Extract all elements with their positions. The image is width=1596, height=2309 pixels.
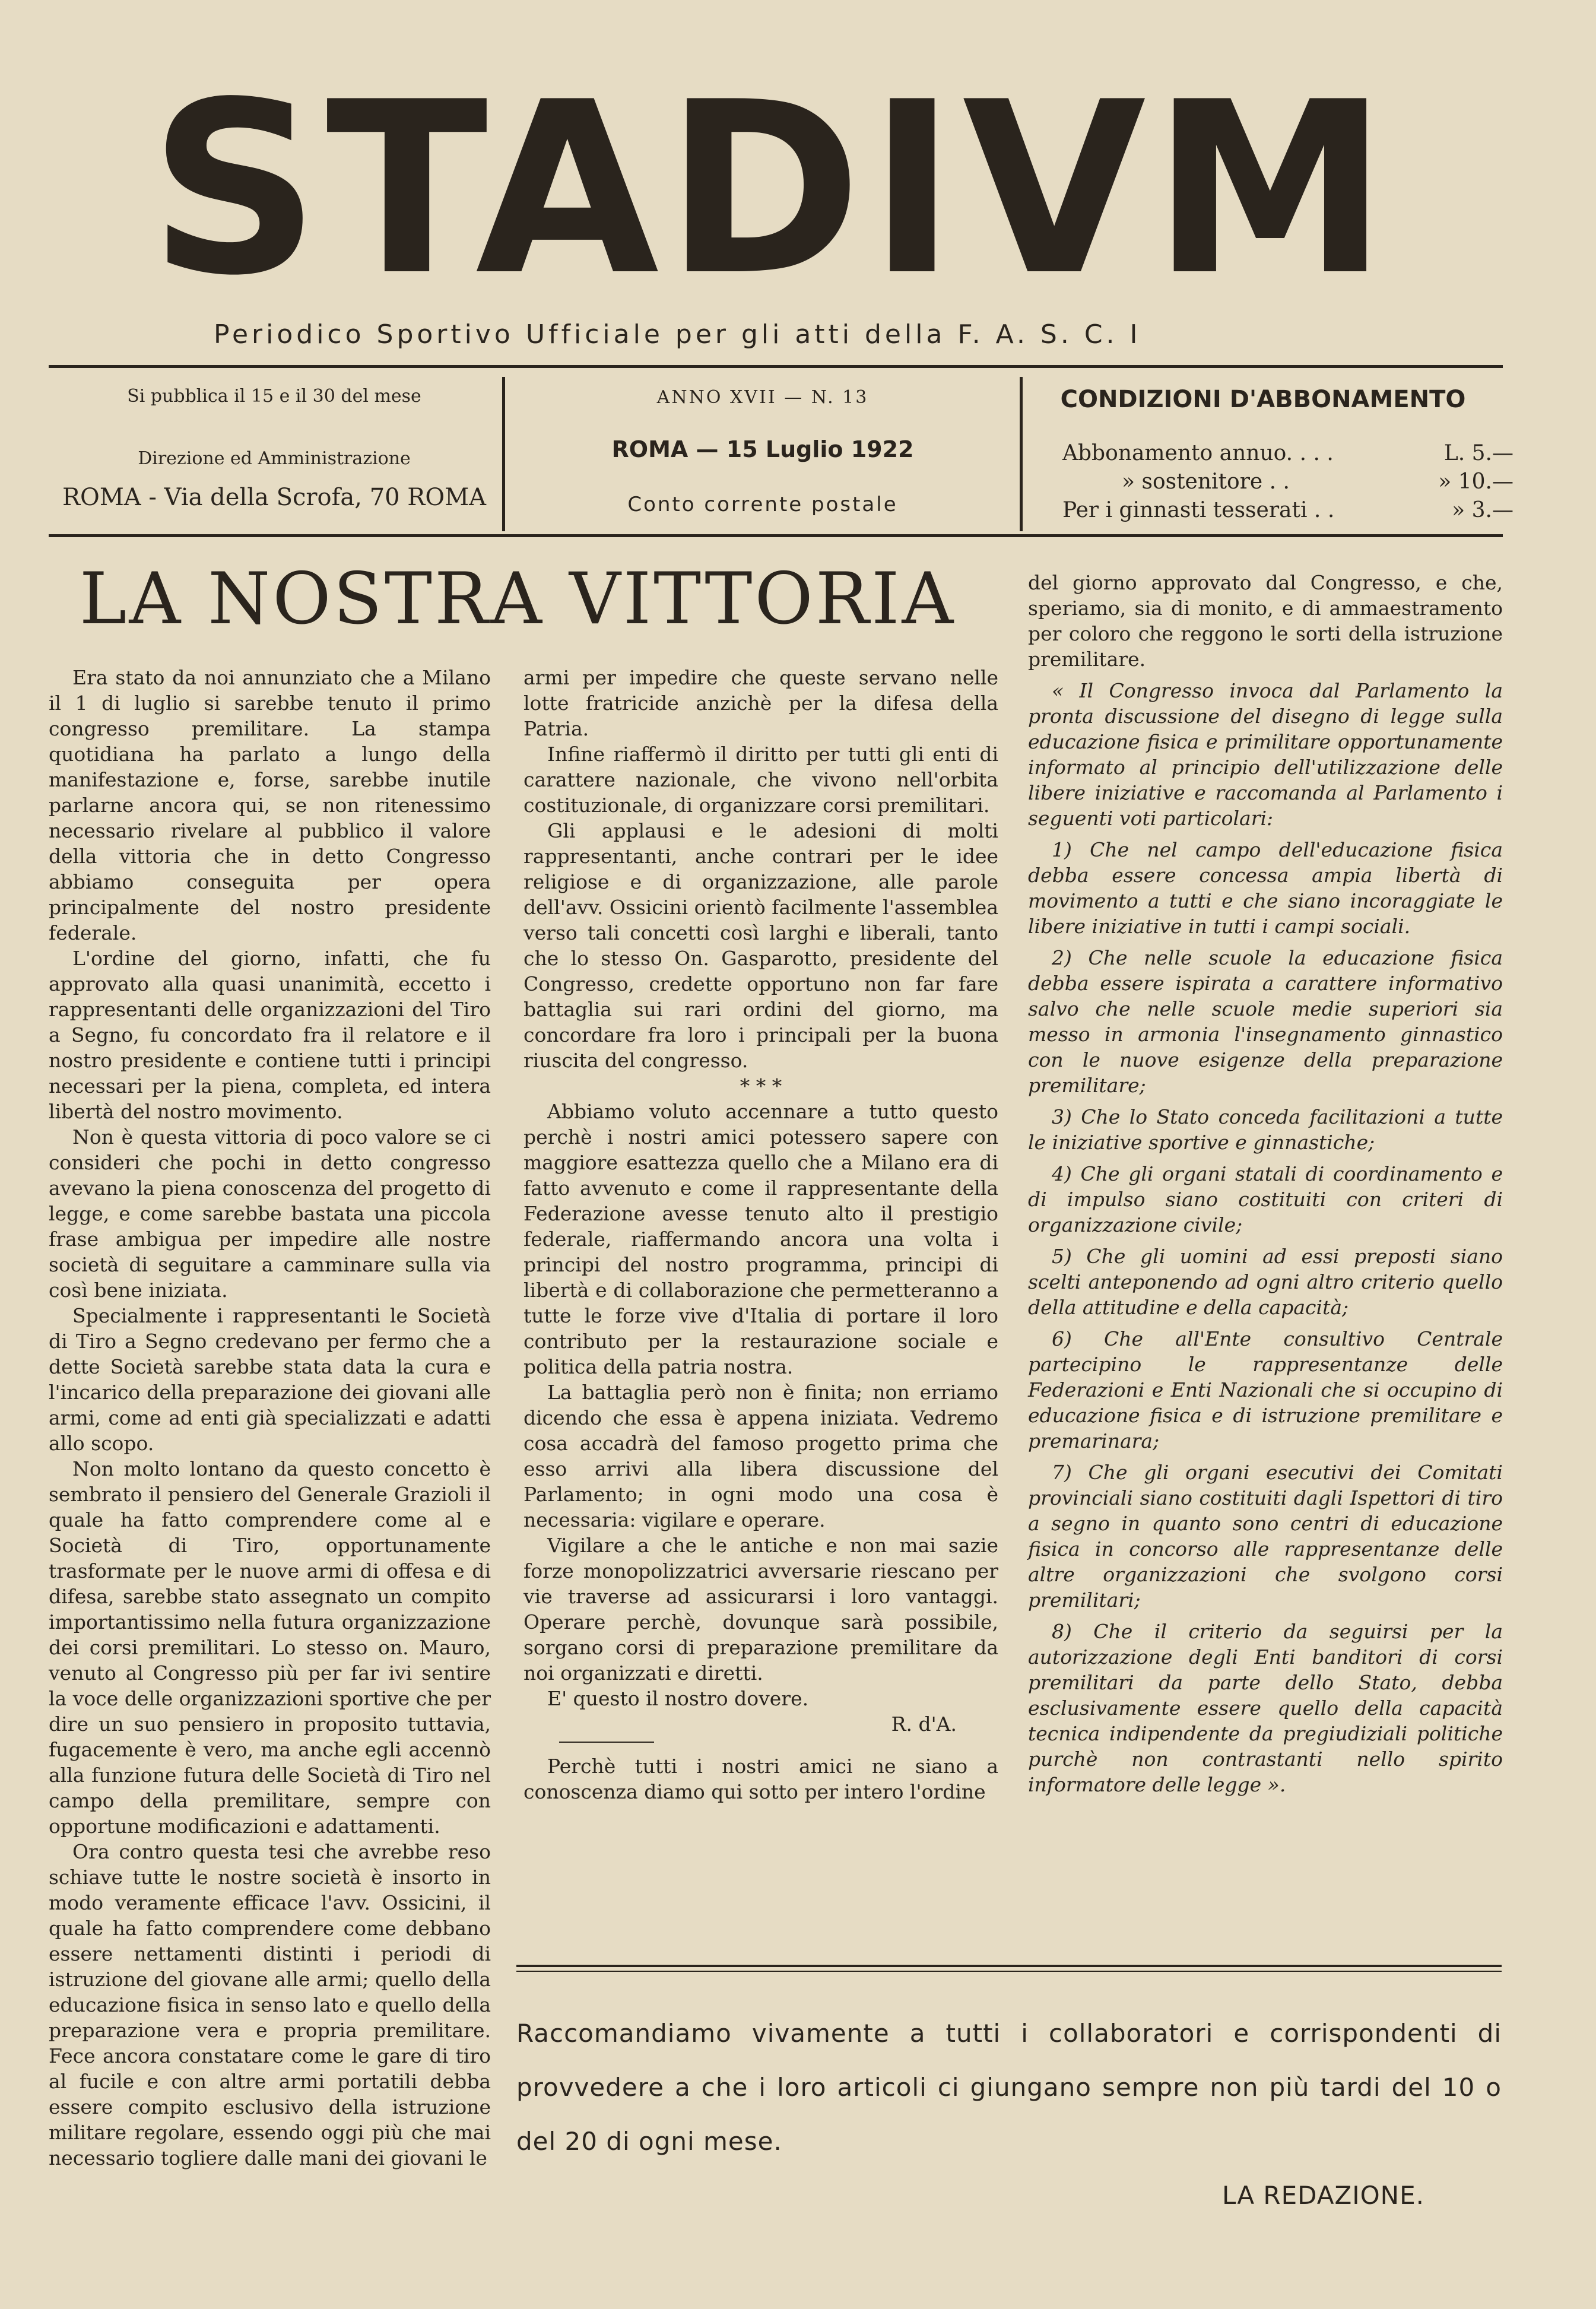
address: ROMA - Via della Scrofa, 70 ROMA: [62, 484, 487, 511]
notice-signature: LA REDAZIONE.: [1221, 2181, 1424, 2210]
paragraph: del giorno approvato dal Congresso, e che, speriamo, sia di monito, e di ammaestramento per coloro che reggono le sorti della istruzione premilitare.: [1028, 571, 1503, 671]
section-separator: * * *: [740, 1074, 782, 1098]
subscription-row: Per i ginnasti tesserati . . » 3.—: [1062, 498, 1513, 522]
postal-account: Conto corrente postale: [627, 493, 898, 516]
resolution-item: 7) Che gli organi esecutivi dei Comitati provinciali siano costituiti dagli Ispettori di tiro a segno in quanto sono centri di educazione fisica in concorso alle rappresentanze delle altre organizzazioni che svolgono corsi premilitari;: [1028, 1461, 1503, 1612]
paragraph: Ora contro questa tesi che avrebbe reso schiave tutte le nostre società è insorto in modo veramente efficace l'avv. Ossicini, il quale ha fatto comprendere come debbano essere nettamenti distinti i periodi di istruzione del giovane alle armi; quello della educazione fisica in senso lato e quello della preparazione vera e propria premilitare. Fece ancora constatare come le gare di tiro al fucile e con altre armi portatili debba essere compito esclusivo della istruzione militare regolare, essendo oggi più che mai necessario togliere dalle mani dei giovani le: [49, 1840, 491, 2170]
paragraph: Non molto lontano da questo concetto è sembrato il pensiero del Generale Grazioli il quale ha fatto comprendere come al e Società di Tiro, opportunamente trasformate per le nuove armi di offesa e di difesa, sarebbe stato assegnato un compito importantissimo nella futura organizzazione dei corsi premilitari. Lo stesso on. Mauro, venuto al Congresso più per far ivi sentire la voce delle organizzazioni sportive che per dire un suo pensiero in proposito tuttavia, fugacemente è vero, ma anche egli accennò alla funzione futura delle Società di Tiro nel campo della premilitare, sempre con opportune modificazioni e adattamenti.: [49, 1457, 491, 1838]
masthead-title: STADIVM: [149, 52, 1394, 328]
paragraph: Era stato da noi annunziato che a Milano il 1 di luglio si sarebbe tenuto il primo congresso premilitare. La stampa quotidiana ha parlato a lungo della manifestazione e, forse, sarebbe inutile parlarne ancora qui, se non ritenessimo necessario rivelare al pubblico il valore della vittoria che in detto Congresso abbiamo conseguita per opera principalmente del nostro presidente federale.: [49, 666, 491, 944]
masthead-subtitle: Periodico Sportivo Ufficiale per gli atti della F. A. S. C. I: [214, 319, 1141, 350]
subscription-row: » sostenitore . . » 10.—: [1122, 470, 1513, 494]
masthead: [149, 52, 1394, 328]
paragraph: La battaglia però non è finita; non erriamo dicendo che essa è appena iniziata. Vedremo cosa accadrà del famoso progetto prima che esso arrivi alla libera discussione del Parlamento; in ogni modo una cosa è necessaria: vigilare e operare.: [523, 1381, 998, 1531]
short-divider: [559, 1742, 654, 1743]
subscription-heading: CONDIZIONI D'ABBONAMENTO: [1060, 386, 1466, 413]
article-column-1: [49, 665, 491, 2171]
resolution-item: 5) Che gli uomini ad essi preposti siano scelti anteponendo ad ogni altro criterio quello della attitudine e della capacità;: [1028, 1245, 1503, 1319]
resolution-item: 2) Che nelle scuole la educazione fisica debba essere ispirata a carattere informativo salvo che nelle scuole medie superiori sia messo in armonia l'insegnamento ginnastico con le nuove esigenze della preparazione premilitare;: [1028, 946, 1503, 1097]
issue-date: ROMA — 15 Luglio 1922: [611, 436, 914, 462]
paragraph: Non è questa vittoria di poco valore se ci consideri che pochi in detto congresso avevano la piena conoscenza del progetto di legge, e come sarebbe bastata una piccola frase ambigua per impedire alle nostre società di seguitare a camminare sulla via così bene iniziata.: [49, 1125, 491, 1302]
header-divider-right: [1020, 377, 1023, 531]
paragraph: Abbiamo voluto accennare a tutto questo perchè i nostri amici potessero sapere con maggiore esattezza quello che a Milano era di fatto avvenuto e come il rappresentante della Federazione avesse tenuto alto il prestigio federale, riaffermando ancora una volta i principi del nostro programma, principi di libertà e di collaborazione che permetteranno a tutte le forze vive d'Italia di portare il loro contributo per la restaurazione sociale e politica della patria nostra.: [523, 1100, 998, 1378]
paragraph: L'ordine del giorno, infatti, che fu approvato alla quasi unanimità, eccetto i rappresentanti delle organizzazioni del Tiro a Segno, fu concordato fra il relatore e il nostro presidente e contiene tutti i principi necessari per la piena, completa, ed intera libertà del nostro movimento.: [49, 947, 491, 1123]
subscription-table: [1062, 439, 1513, 525]
article-title: LA NOSTRA VITTORIA: [79, 558, 956, 640]
direction-label: Direzione ed Amministrazione: [138, 448, 411, 469]
notice-text: Raccomandiamo vivamente a tutti i collaboratori e corrispondenti di provvedere a che i loro articoli ci giungano sempre non più tardi del 10 o del 20 di ogni mese.: [516, 2019, 1502, 2156]
paragraph: Perchè tutti i nostri amici ne siano a conoscenza diamo qui sotto per intero l'ordine: [523, 1755, 998, 1803]
resolution-intro: « Il Congresso invoca dal Parlamento la pronta discussione del disegno di legge sulla educazione fisica e primilitare opportunamente informato al principio dell'utilizzazione delle libere iniziative e raccomanda al Parlamento i seguenti voti particolari:: [1028, 679, 1503, 830]
resolution-item: 3) Che lo Stato conceda facilitazioni a tutte le iniziative sportive e ginnastiche;: [1028, 1105, 1503, 1154]
issue-number: ANNO XVII — N. 13: [656, 387, 869, 408]
resolution-item: 6) Che all'Ente consultivo Centrale partecipino le rappresentanze delle Federazioni e Enti Nazionali che si occupino di educazione fisica e di istruzione premilitare e premarinara;: [1028, 1327, 1503, 1452]
resolution-item: 4) Che gli organi statali di coordinamento e di impulso siano costituiti con criteri di organizzazione civile;: [1028, 1162, 1503, 1236]
paragraph: Infine riaffermò il diritto per tutti gli enti di carattere nazionale, che vivono nell'orbita costituzionale, di organizzare corsi premilitari.: [523, 743, 998, 817]
header-top-rule: [49, 365, 1503, 368]
notice-box: [516, 2006, 1502, 2222]
subscription-row: Abbonamento annuo. . . . L. 5.—: [1062, 441, 1513, 465]
paragraph: Specialmente i rappresentanti le Società di Tiro a Segno credevano per fermo che a dette Società sarebbe stata data la cura e l'incarico della preparazione dei giovani alle armi, come ad enti già specializzati e adatti allo scopo.: [49, 1304, 491, 1455]
article-column-2: [523, 665, 998, 1804]
resolution-item: 1) Che nel campo dell'educazione fisica debba essere concessa ampia libertà di movimento a tutti e che siano incoraggiate le libere iniziative in tutti i campi sociali.: [1028, 838, 1503, 938]
publication-frequency: Si pubblica il 15 e il 30 del mese: [127, 386, 421, 407]
header-bottom-rule: [49, 534, 1503, 537]
article-signature: R. d'A.: [891, 1712, 957, 1736]
notice-top-rule: [516, 1965, 1502, 1967]
header-divider-left: [502, 377, 505, 531]
paragraph: E' questo il nostro dovere.: [547, 1687, 809, 1710]
paragraph: Gli applausi e le adesioni di molti rappresentanti, anche contrari per le idee religiose e di organizzazione, alle parole dell'avv. Ossicini orientò facilmente l'assemblea verso tali concetti così larghi e liberali, tanto che lo stesso On. Gasparotto, presidente del Congresso, credette opportuno non far fare battaglia sui rari ordini del giorno, ma concordare fra loro i principali per la buona riuscita del congresso.: [523, 819, 998, 1072]
article-column-3: [1028, 570, 1503, 1797]
paragraph: armi per impedire che queste servano nelle lotte fratricide anzichè per la difesa della Patria.: [523, 666, 998, 740]
resolution-item: 8) Che il criterio da seguirsi per la autorizzazione degli Enti banditori di corsi premilitari da parte dello Stato, debba esclusivamente essere quello della capacità tecnica indipendente da pregiudiziali politiche purchè non contrastanti nello spirito informatore delle legge ».: [1028, 1620, 1503, 1796]
notice-top-rule-thin: [516, 1971, 1502, 1972]
paragraph: Vigilare a che le antiche e non mai sazie forze monopolizzatrici avversarie riescano per vie traverse ad assicurarsi i loro vantaggi. Operare perchè, dovunque sarà possibile, sorgano corsi di preparazione premilitare da noi organizzati e diretti.: [523, 1534, 998, 1685]
